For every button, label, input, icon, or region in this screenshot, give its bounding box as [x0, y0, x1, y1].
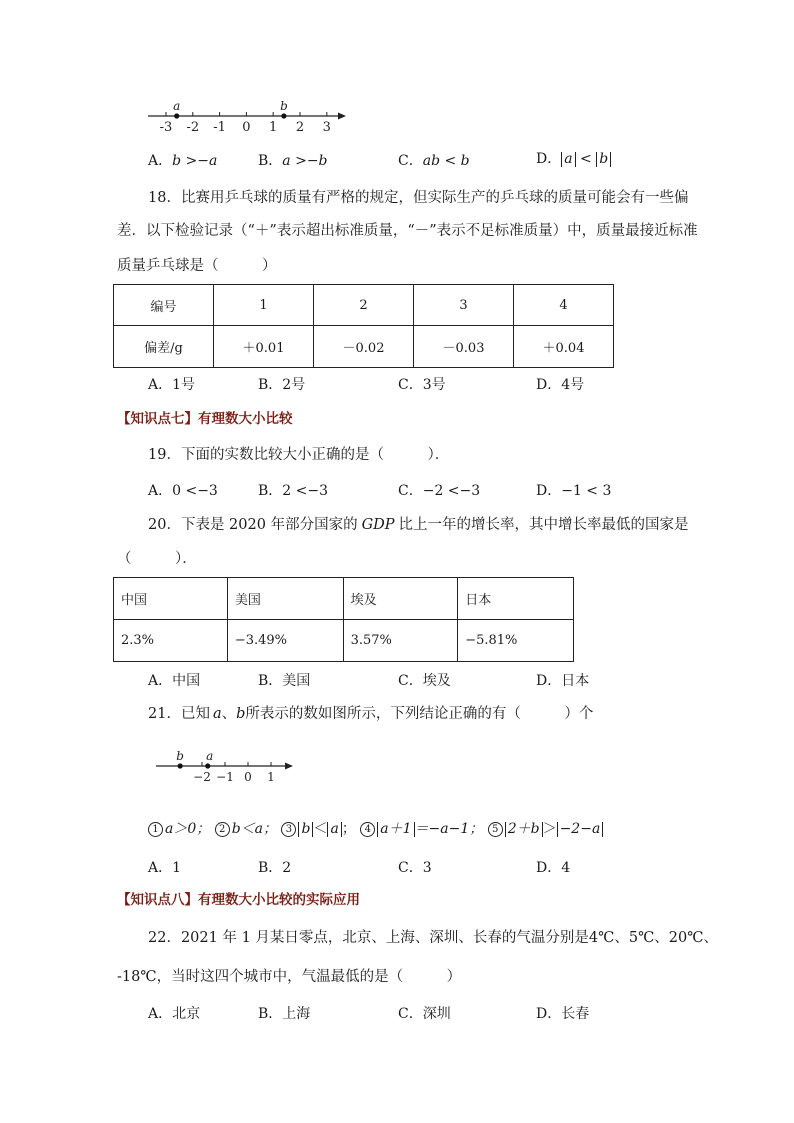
point-a-label: a [173, 99, 181, 113]
tick-label: -3 [159, 120, 173, 135]
table-cell: 4 [514, 285, 614, 326]
q19-option-c[interactable]: C．−2 <−3 [398, 483, 481, 499]
tick-label: -1 [213, 120, 226, 135]
q20-option-d[interactable]: D．日本 [536, 673, 590, 689]
tick-label: −1 [216, 770, 234, 784]
q17-option-a[interactable] [148, 150, 217, 170]
statement-4-rest: ＝−a−1； [414, 821, 484, 837]
q19-option-d[interactable]: D．−1 < 3 [536, 483, 612, 499]
q20-table [113, 577, 574, 662]
q21-statements [148, 818, 603, 838]
option-letter: B． [258, 153, 283, 169]
q18-option-a[interactable]: A．1号 [148, 377, 196, 393]
q22-option-d[interactable]: D．长春 [536, 1006, 590, 1022]
q18-stem-line2: 差．以下检验记录（“＋”表示超出标准质量，“－”表示不足标准质量）中，质量最接近标准 [117, 223, 698, 239]
abs-b: b [298, 822, 313, 837]
less-than: ＜ [313, 821, 328, 837]
q17-option-d[interactable] [536, 148, 611, 168]
option-letter: A． [148, 153, 173, 169]
section-heading-8: 【知识点八】有理数大小比较的实际应用 [117, 892, 360, 908]
point-b-dot [281, 113, 286, 118]
less-than: < [575, 151, 597, 167]
table-cell: −3.49% [227, 620, 343, 662]
table-row [114, 326, 614, 368]
option-letter: C． [398, 153, 423, 169]
q21-number-line [150, 746, 300, 786]
q19-stem: 19．下面的实数比较大小正确的是（ ）． [148, 447, 450, 463]
point-b-label: b [176, 749, 184, 763]
gdp-term: GDP [361, 517, 395, 533]
q22-option-c[interactable]: C．深圳 [398, 1006, 451, 1022]
circled-number: 5 [488, 822, 503, 837]
table-cell: 美国 [227, 578, 343, 620]
table-cell: 中国 [114, 578, 228, 620]
q18-option-c[interactable]: C．3号 [398, 377, 446, 393]
point-a-dot [174, 113, 179, 118]
q20-option-b[interactable]: B．美国 [258, 673, 311, 689]
point-b-label: b [280, 99, 288, 113]
abs-a: a [561, 152, 575, 167]
q22-option-a[interactable]: A．北京 [148, 1006, 201, 1022]
stem-text: 比上一年的增长率，其中增长率最低的国家是 [398, 517, 689, 533]
q18-option-b[interactable]: B．2号 [258, 377, 306, 393]
q21-stem [148, 702, 593, 723]
q21-option-c[interactable]: C．3 [398, 860, 432, 876]
q18-stem-line1: 18．比赛用乒乓球的质量有严格的规定，但实际生产的乒乓球的质量可能会有一些偏 [148, 190, 689, 206]
greater-than: ＞ [542, 821, 557, 837]
table-cell: 1 [214, 285, 314, 326]
table-cell: 埃及 [343, 578, 458, 620]
point-a-dot [205, 763, 210, 768]
statement-3-end: ； [341, 821, 356, 837]
tick-label: 1 [267, 770, 275, 784]
var-b: b [236, 706, 246, 722]
table-cell: －0.03 [414, 326, 514, 368]
tick-label: -2 [186, 120, 200, 135]
table-cell: ＋0.04 [514, 326, 614, 368]
tick-label: −2 [193, 770, 211, 784]
q20-stem-line2: （ ）． [117, 551, 197, 567]
option-expr: a >−b [282, 153, 328, 169]
tick-label: 3 [322, 120, 331, 135]
table-cell: 编号 [114, 285, 214, 326]
q18-stem-line3: 质量乒乓球是（ ） [117, 258, 277, 274]
abs-neg2-minus-a: −2−a [557, 822, 604, 837]
table-cell: －0.02 [314, 326, 414, 368]
q19-option-a[interactable]: A．0 <−3 [148, 483, 218, 499]
q17-number-line [140, 96, 360, 138]
table-cell: ＋0.01 [214, 326, 314, 368]
var-a: a [212, 706, 222, 722]
table-cell: 3.57% [343, 620, 458, 662]
statement-1: a＞0； [165, 821, 211, 837]
q20-option-c[interactable]: C．埃及 [398, 673, 451, 689]
q21-option-b[interactable]: B．2 [258, 860, 292, 876]
table-cell: 2 [314, 285, 414, 326]
point-b-dot [178, 763, 183, 768]
table-row [114, 578, 574, 620]
stem-text: 所表示的数如图所示，下列结论正确的有（ ）个 [245, 706, 594, 722]
q18-option-d[interactable]: D．4号 [536, 377, 585, 393]
stem-text: 21．已知 [148, 706, 210, 722]
stem-text: 20．下表是 2020 年部分国家的 [148, 517, 358, 533]
circled-number: 2 [215, 822, 230, 837]
q20-option-a[interactable]: A．中国 [148, 673, 201, 689]
stem-text: 、 [221, 706, 237, 722]
abs-2-plus-b: 2＋b [505, 822, 543, 837]
q18-table [113, 284, 614, 368]
circled-number: 3 [281, 822, 296, 837]
table-row [114, 620, 574, 662]
table-row [114, 285, 614, 326]
q19-option-b[interactable]: B．2 <−3 [258, 483, 329, 499]
option-expr: ab < b [422, 153, 470, 169]
q22-option-b[interactable]: B．上海 [258, 1006, 311, 1022]
circled-number: 4 [360, 822, 375, 837]
abs-a-plus-1: a＋1 [377, 822, 414, 837]
option-expr: b >−a [172, 153, 218, 169]
tick-label: 1 [269, 120, 278, 135]
point-a-label: a [206, 749, 214, 763]
q21-option-d[interactable]: D．4 [536, 860, 571, 876]
q17-option-b[interactable] [258, 150, 328, 170]
table-cell: 2.3% [114, 620, 228, 662]
table-cell: 3 [414, 285, 514, 326]
circled-number: 1 [148, 822, 163, 837]
q22-stem-line1: 22．2021 年 1 月某日零点，北京、上海、深圳、长春的气温分别是4℃、5℃、20℃、 [148, 930, 718, 946]
tick-label: 0 [242, 120, 251, 135]
abs-a: a [327, 822, 341, 837]
table-cell: −5.81% [458, 620, 574, 662]
tick-label: 2 [295, 120, 305, 135]
abs-b: b [596, 152, 611, 167]
q22-stem-line2: -18℃，当时这四个城市中，气温最低的是（ ） [117, 969, 462, 985]
option-letter: D． [536, 151, 562, 167]
tick-label: 0 [244, 770, 252, 784]
q17-option-c[interactable] [398, 150, 470, 170]
q20-stem-line1 [148, 513, 689, 534]
q21-option-a[interactable]: A．1 [148, 860, 182, 876]
table-cell: 日本 [458, 578, 574, 620]
section-heading-7: 【知识点七】有理数大小比较 [117, 411, 293, 427]
table-cell: 偏差/g [114, 326, 214, 368]
statement-2: b＜a； [231, 821, 278, 837]
